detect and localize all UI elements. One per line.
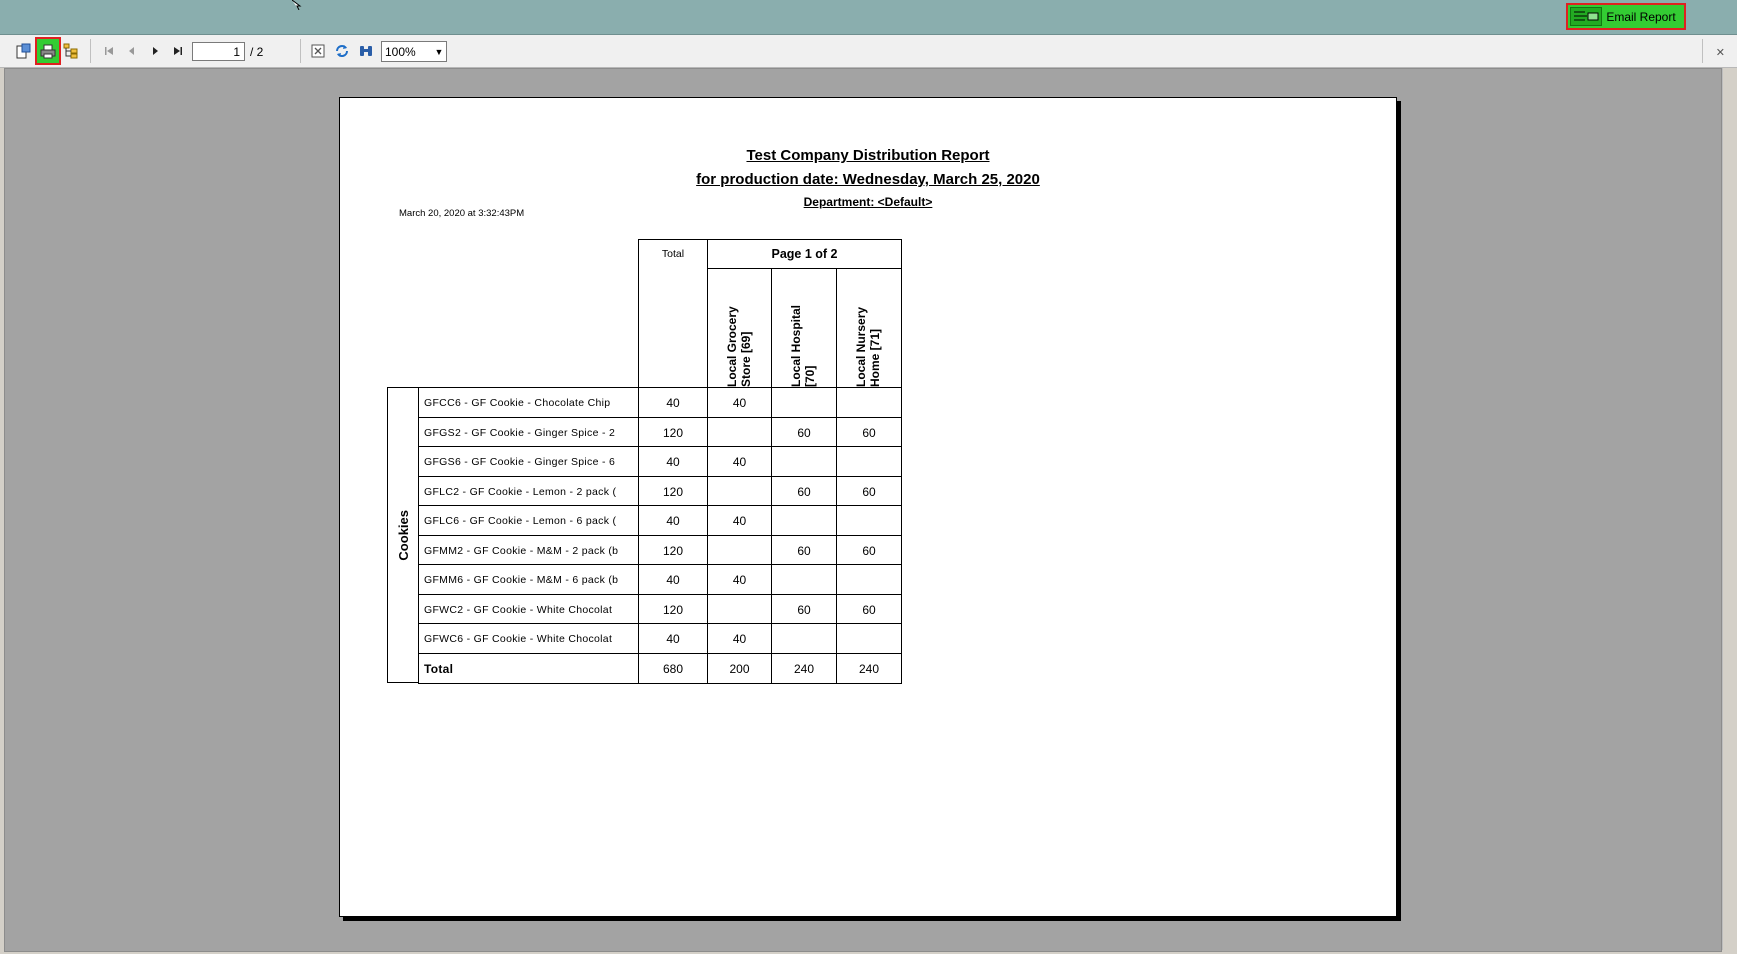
table-cell xyxy=(707,594,772,625)
table-cell: 60 xyxy=(771,417,837,448)
top-header-bar xyxy=(0,0,1737,35)
zoom-value: 100% xyxy=(385,44,416,59)
table-cell: 120 xyxy=(638,594,708,625)
group-label-cookies: Cookies xyxy=(387,387,419,683)
table-cell: 40 xyxy=(707,387,772,418)
table-cell: 120 xyxy=(638,417,708,448)
table-cell: 40 xyxy=(707,623,772,654)
search-icon xyxy=(358,43,374,59)
table-cell xyxy=(771,505,837,536)
table-cell: 40 xyxy=(638,446,708,477)
page-total-label: / 2 xyxy=(250,45,264,59)
table-cell xyxy=(771,623,837,654)
table-cell: 120 xyxy=(638,476,708,507)
refresh-icon xyxy=(334,43,350,59)
next-page-button[interactable] xyxy=(144,40,166,62)
table-row-label: GFCC6 - GF Cookie - Chocolate Chip xyxy=(418,387,639,418)
table-row-label: GFMM6 - GF Cookie - M&M - 6 pack (b xyxy=(418,564,639,595)
table-cell: 60 xyxy=(771,594,837,625)
prev-page-button[interactable] xyxy=(121,40,143,62)
page-indicator-header: Page 1 of 2 xyxy=(707,239,902,269)
table-cell xyxy=(836,505,902,536)
current-page-input[interactable] xyxy=(192,42,245,61)
toolbar-separator xyxy=(90,39,91,63)
zoom-select[interactable] xyxy=(381,41,447,62)
prev-page-icon xyxy=(126,45,138,57)
table-cell: 60 xyxy=(771,476,837,507)
table-cell: 40 xyxy=(638,387,708,418)
table-cell: 40 xyxy=(707,505,772,536)
table-cell: 60 xyxy=(771,535,837,566)
last-page-button[interactable] xyxy=(167,40,189,62)
table-row-label: GFGS6 - GF Cookie - Ginger Spice - 6 xyxy=(418,446,639,477)
next-page-icon xyxy=(149,45,161,57)
group-tree-icon xyxy=(63,43,79,59)
table-cell xyxy=(836,446,902,477)
table-cell: 60 xyxy=(836,535,902,566)
first-page-button[interactable] xyxy=(98,40,120,62)
table-row-label: GFWC6 - GF Cookie - White Chocolat xyxy=(418,623,639,654)
table-cell xyxy=(707,476,772,507)
generated-timestamp: March 20, 2020 at 3:32:43PM xyxy=(399,208,525,219)
total-row-cell: 240 xyxy=(836,653,902,684)
export-icon xyxy=(15,43,31,59)
table-row-label: GFLC6 - GF Cookie - Lemon - 6 pack ( xyxy=(418,505,639,536)
report-subtitle: for production date: Wednesday, March 25, 2020 xyxy=(696,171,1040,188)
viewer-scroll-track xyxy=(1722,68,1723,950)
total-row-cell: 200 xyxy=(707,653,772,684)
close-icon[interactable]: ✕ xyxy=(1715,47,1725,59)
total-row-label: Total xyxy=(418,653,639,684)
table-cell: 40 xyxy=(638,505,708,536)
table-row-label: GFWC2 - GF Cookie - White Chocolat xyxy=(418,594,639,625)
table-cell: 60 xyxy=(836,476,902,507)
email-report-label: Email Report xyxy=(1606,9,1676,24)
table-cell: 120 xyxy=(638,535,708,566)
table-row-label: GFLC2 - GF Cookie - Lemon - 2 pack ( xyxy=(418,476,639,507)
toolbar-separator xyxy=(300,39,301,63)
refresh-button[interactable] xyxy=(331,40,353,62)
table-cell: 60 xyxy=(836,417,902,448)
total-row-cell: 240 xyxy=(771,653,837,684)
search-button[interactable] xyxy=(355,40,377,62)
email-report-icon xyxy=(1570,7,1602,26)
print-icon xyxy=(40,43,56,59)
table-cell xyxy=(707,417,772,448)
report-department: Department: <Default> xyxy=(803,195,933,209)
table-cell xyxy=(771,564,837,595)
table-cell xyxy=(707,535,772,566)
table-cell xyxy=(836,387,902,418)
column-header-local-hospital: Local Hospital [70] xyxy=(771,268,837,388)
table-row-label: GFGS2 - GF Cookie - Ginger Spice - 2 xyxy=(418,417,639,448)
toolbar-separator xyxy=(1702,39,1703,63)
stop-button[interactable] xyxy=(307,40,329,62)
mouse-cursor-icon xyxy=(292,0,304,10)
table-cell: 40 xyxy=(638,623,708,654)
table-cell xyxy=(836,564,902,595)
total-row-cell: 680 xyxy=(638,653,708,684)
group-tree-button[interactable] xyxy=(60,40,82,62)
report-page xyxy=(339,97,1397,917)
print-button[interactable] xyxy=(35,37,61,65)
table-cell: 40 xyxy=(638,564,708,595)
first-page-icon xyxy=(103,45,115,57)
stop-icon xyxy=(311,44,325,58)
email-report-button[interactable] xyxy=(1566,3,1686,30)
table-cell xyxy=(836,623,902,654)
last-page-icon xyxy=(172,45,184,57)
total-column-header: Total xyxy=(638,239,708,388)
table-cell: 60 xyxy=(836,594,902,625)
table-cell xyxy=(771,446,837,477)
column-header-local-nursery-home: Local Nursery Home [71] xyxy=(836,268,902,388)
column-header-local-grocery-store: Local Grocery Store [69] xyxy=(707,268,772,388)
table-cell xyxy=(771,387,837,418)
table-cell: 40 xyxy=(707,446,772,477)
export-button[interactable] xyxy=(12,40,34,62)
report-title: Test Company Distribution Report xyxy=(746,147,990,164)
table-row-label: GFMM2 - GF Cookie - M&M - 2 pack (b xyxy=(418,535,639,566)
report-viewer-toolbar xyxy=(0,35,1737,68)
table-cell: 40 xyxy=(707,564,772,595)
chevron-down-icon: ▼ xyxy=(434,46,444,57)
